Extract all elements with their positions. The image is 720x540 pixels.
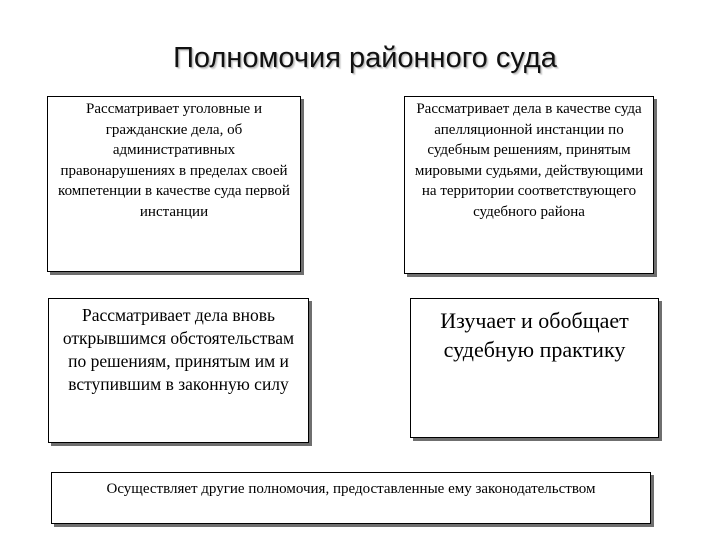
box-new-circumstances	[48, 298, 309, 443]
box-appeal	[404, 96, 654, 274]
box-other-powers-text: Осуществляет другие полномочия, предоставленные ему законодательством	[106, 481, 596, 497]
box-judicial-practice	[410, 298, 659, 438]
box-judicial-practice-text: Изучает и обобщает судебную практику	[440, 308, 629, 362]
box-first-instance	[47, 96, 301, 272]
box-new-circumstances-text: Рассматривает дела вновь открывшимся обстоятельствам по решениям, принятым им и вступившим в законную силу	[62, 305, 295, 394]
diagram-title: Полномочия районного суда	[173, 42, 557, 74]
box-appeal-text: Рассматривает дела в качестве суда апелляционной инстанции по судебным решениям, принятым мировыми судьями, действующими на территории соответствующего судебного района	[414, 101, 644, 220]
box-other-powers	[51, 472, 651, 524]
box-first-instance-text: Рассматривает уголовные и гражданские дела, об административных правонарушениях в пределах своей компетенции в качестве суда первой инстанции	[58, 101, 290, 220]
